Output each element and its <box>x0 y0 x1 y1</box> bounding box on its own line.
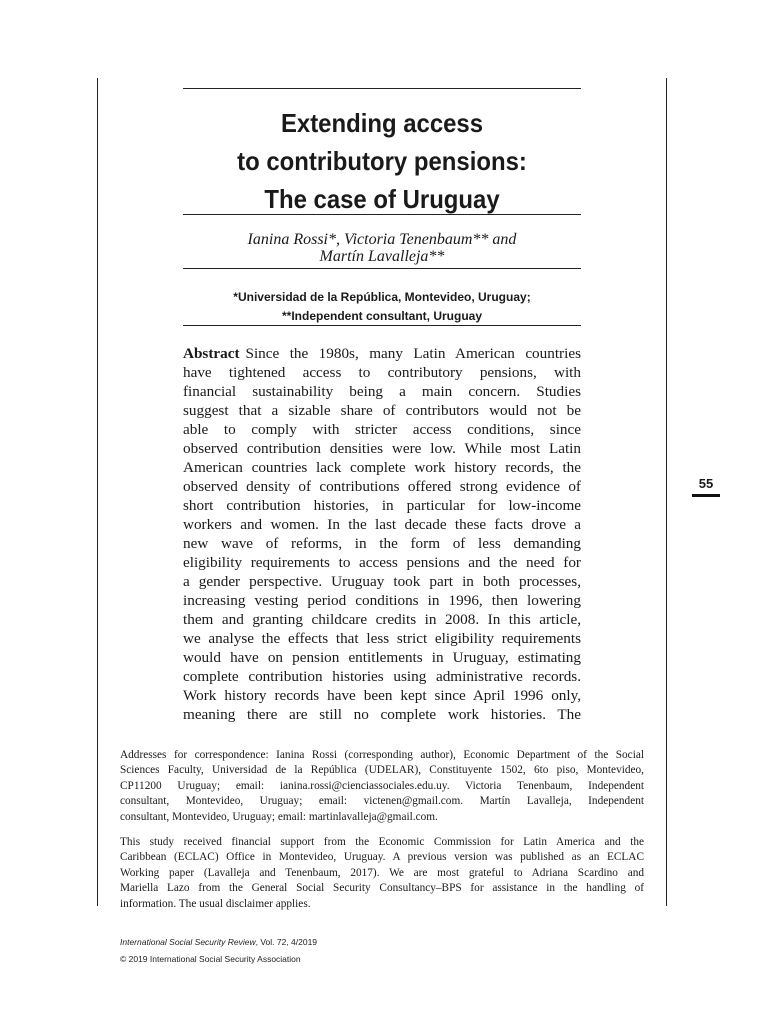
correspondence-line: consultant, Montevideo, Uruguay; email: victenen@gmail.com. Martín Lavalleja, Independent <box>120 795 644 808</box>
title-rule <box>183 214 581 215</box>
abstract <box>183 344 581 724</box>
abstract-line-text: we analyse the effects that less strict eligibility requirements <box>183 630 581 647</box>
abstract-line <box>183 629 581 648</box>
abstract-line <box>183 553 581 572</box>
title-line-3: The case of Uruguay <box>264 184 500 214</box>
abstract-line-text: them and granting childcare credits in 2008. In this article, <box>183 611 581 628</box>
journal-name: International Social Security Review <box>120 937 256 947</box>
abstract-line-text: able to comply with stricter access conditions, since <box>183 421 581 438</box>
affiliations-rule <box>183 325 581 326</box>
abstract-line-text: suggest that a sizable share of contributors would not be <box>183 402 581 419</box>
acknowledgement-note <box>120 835 644 912</box>
correspondence-line: Sciences Faculty, Universidad de la República (UDELAR), Constituyente 1502, 6to piso, Montevideo, <box>120 764 644 777</box>
abstract-line <box>183 477 581 496</box>
abstract-line-text: have tightened access to contributory pensions, with <box>183 364 581 381</box>
acknowledgement-line: information. The usual disclaimer applies. <box>120 897 311 910</box>
abstract-label: Abstract <box>183 345 240 362</box>
copyright-notice: © 2019 International Social Security Association <box>120 954 301 964</box>
abstract-line-text: eligibility requirements to access pensions and the need for <box>183 554 581 571</box>
abstract-line <box>183 572 581 591</box>
abstract-line <box>183 363 581 382</box>
affiliations <box>183 288 581 326</box>
correspondence-line: CP11200 Uruguay; email: ianina.rossi@cienciassociales.edu.uy. Victoria Tenenbaum, Independent <box>120 779 644 792</box>
abstract-line-text: Since the 1980s, many Latin American countries <box>245 345 581 362</box>
abstract-line <box>183 648 581 667</box>
acknowledgement-line: Mariella Lazo from the General Social Security Consultancy–BPS for assistance in the handling of <box>120 882 644 895</box>
page-number: 55 <box>692 476 720 497</box>
abstract-line-text: short contribution histories, in particular for low-income <box>183 497 581 514</box>
authors-line-1: Ianina Rossi*, Victoria Tenenbaum** and <box>247 231 517 248</box>
abstract-line <box>183 439 581 458</box>
abstract-line-text: a gender perspective. Uruguay took part in both processes, <box>183 573 581 590</box>
acknowledgement-line: This study received financial support from the Economic Commission for Latin America and the <box>120 836 644 848</box>
abstract-line <box>183 401 581 420</box>
right-margin-rule <box>666 78 667 906</box>
abstract-line-text: observed density of contributions offered strong evidence of <box>183 478 581 495</box>
abstract-line <box>183 591 581 610</box>
journal-volume: , Vol. 72, 4/2019 <box>255 937 318 947</box>
article-title <box>199 104 565 218</box>
authors-rule <box>183 268 581 269</box>
abstract-line-text: meaning there are still no complete work histories. The <box>183 706 581 723</box>
abstract-line-text: observed contribution densities were low. While most Latin <box>183 440 581 457</box>
abstract-line <box>183 534 581 553</box>
title-line-1: Extending access <box>280 108 484 138</box>
abstract-line <box>183 344 581 363</box>
abstract-line-text: complete contribution histories using administrative records. <box>183 668 581 685</box>
abstract-line <box>183 458 581 477</box>
authors-line-2: Martín Lavalleja** <box>319 248 445 265</box>
abstract-line-text: American countries lack complete work history records, the <box>183 459 581 476</box>
abstract-line-text: workers and women. In the last decade these facts drove a <box>183 516 581 533</box>
correspondence-line: Addresses for correspondence: Ianina Rossi (corresponding author), Economic Department of the Social <box>120 749 644 761</box>
abstract-line-text: Work history records have been kept since April 1996 only, <box>183 687 581 704</box>
abstract-line <box>183 420 581 439</box>
abstract-line <box>183 686 581 705</box>
abstract-line-text: would have on pension entitlements in Uruguay, estimating <box>183 649 581 666</box>
title-line-2: to contributory pensions: <box>237 146 527 176</box>
abstract-line <box>183 667 581 686</box>
abstract-line <box>183 515 581 534</box>
acknowledgement-line: Working paper (Lavalleja and Tenenbaum, 2017). We are most grateful to Adriana Scardino and <box>120 866 644 879</box>
journal-citation <box>120 937 317 947</box>
correspondence-note <box>120 748 644 825</box>
abstract-line-text: new wave of reforms, in the form of less demanding <box>183 535 581 552</box>
left-margin-rule <box>97 78 98 906</box>
abstract-line <box>183 382 581 401</box>
abstract-line <box>183 705 581 724</box>
abstract-line <box>183 610 581 629</box>
abstract-line <box>183 496 581 515</box>
abstract-line-text: increasing vesting period conditions in 1996, then lowering <box>183 592 581 609</box>
affiliation-line-1: *Universidad de la República, Montevideo, Uruguay; <box>233 290 531 304</box>
abstract-line-text: financial sustainability being a main concern. Studies <box>183 383 581 400</box>
affiliation-line-2: **Independent consultant, Uruguay <box>281 309 482 323</box>
correspondence-line: consultant, Montevideo, Uruguay; email: martinlavalleja@gmail.com. <box>120 810 438 823</box>
acknowledgement-line: Caribbean (ECLAC) Office in Montevideo, Uruguay. A previous version was published as an ECLAC <box>120 851 644 864</box>
author-list <box>183 231 581 265</box>
top-rule <box>183 88 581 89</box>
